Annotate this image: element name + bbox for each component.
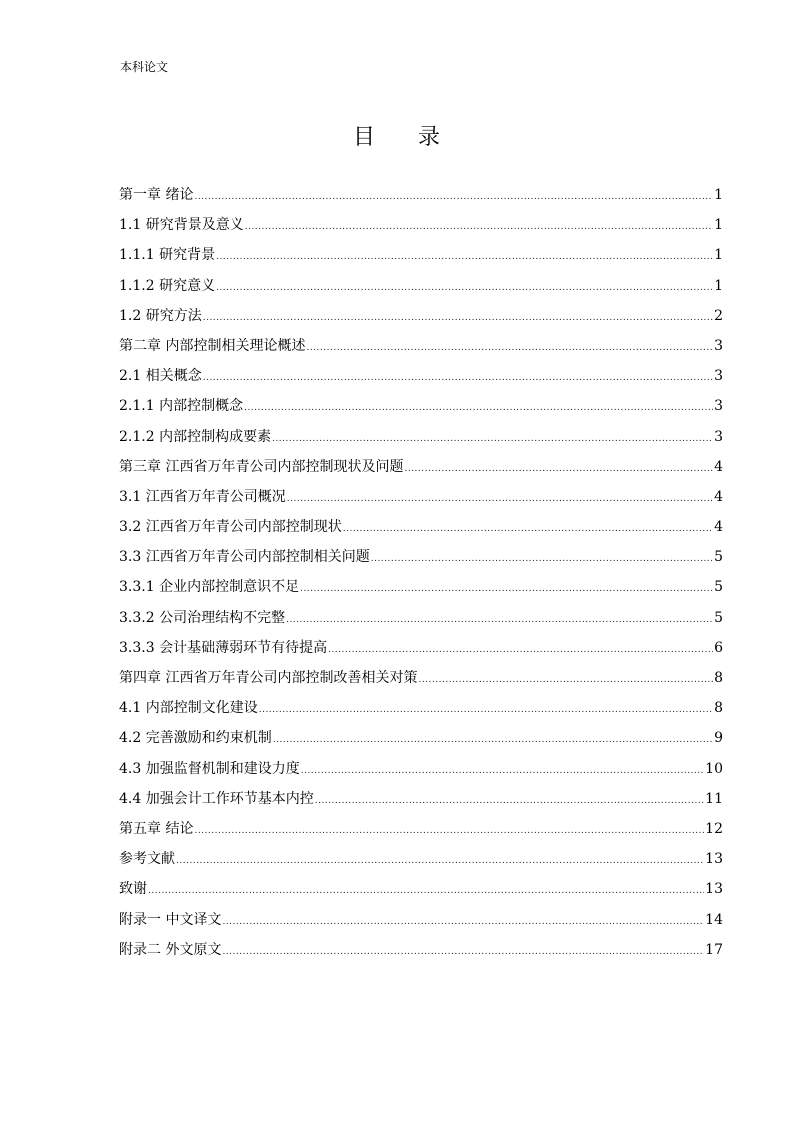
toc-dot-leader [287, 484, 713, 514]
toc-entry-label: 第三章 江西省万年青公司内部控制现状及问题 [119, 458, 404, 475]
toc-dot-leader [245, 212, 713, 242]
toc-entry[interactable] [119, 633, 723, 663]
toc-dot-leader [328, 635, 713, 665]
toc-entry-label: 附录一 中文译文 [119, 911, 222, 928]
toc-dot-leader [272, 424, 713, 454]
toc-dot-leader [273, 725, 713, 755]
toc-entry[interactable] [119, 301, 723, 331]
toc-entry-page-number: 17 [705, 941, 723, 958]
toc-entry-label: 1.1 研究背景及意义 [119, 217, 244, 234]
toc-entry-label: 1.2 研究方法 [119, 307, 202, 324]
toc-entry-label: 第一章 绪论 [119, 187, 194, 203]
toc-dot-leader [216, 273, 713, 303]
toc-dot-leader [418, 665, 713, 695]
toc-entry[interactable] [119, 572, 723, 602]
toc-entry-page-number: 3 [714, 428, 723, 445]
toc-dot-leader [286, 605, 713, 635]
toc-entry-label: 4.3 加强监督机制和建设力度 [119, 760, 300, 777]
toc-dot-leader [194, 182, 713, 212]
toc-entry-page-number: 13 [705, 881, 723, 898]
toc-entry-page-number: 3 [714, 398, 723, 415]
toc-entry[interactable] [119, 844, 723, 874]
toc-dot-leader [301, 756, 704, 786]
toc-entry[interactable] [119, 784, 723, 814]
toc-entry[interactable] [119, 603, 723, 633]
toc-dot-leader [259, 695, 713, 725]
toc-dot-leader [222, 907, 704, 937]
toc-dot-leader [404, 454, 713, 484]
page-title: 目 录 [353, 125, 458, 150]
toc-entry-page-number: 4 [714, 458, 723, 475]
toc-entry-page-number: 11 [705, 790, 723, 807]
toc-entry[interactable] [119, 452, 723, 482]
toc-entry-label: 2.1.2 内部控制构成要素 [119, 428, 272, 445]
toc-entry-page-number: 4 [714, 519, 723, 536]
toc-entry-page-number: 1 [714, 217, 723, 234]
toc-dot-leader [315, 786, 704, 816]
toc-entry-label: 1.1.1 研究背景 [119, 247, 216, 264]
toc-entry[interactable] [119, 482, 723, 512]
toc-entry-label: 2.1.1 内部控制概念 [119, 398, 244, 415]
toc-entry-label: 3.3.1 企业内部控制意识不足 [119, 579, 300, 596]
toc-entry[interactable] [119, 180, 723, 210]
toc-entry-page-number: 5 [714, 579, 723, 596]
toc-entry-label: 参考文献 [119, 851, 175, 868]
toc-entry-page-number: 9 [714, 730, 723, 747]
toc-dot-leader [216, 242, 713, 272]
toc-entry-page-number: 8 [714, 670, 723, 686]
toc-entry-label: 1.1.2 研究意义 [119, 277, 216, 294]
toc-entry[interactable] [119, 391, 723, 421]
toc-dot-leader [176, 846, 704, 876]
toc-entry-page-number: 5 [714, 549, 723, 566]
toc-entry[interactable] [119, 422, 723, 452]
toc-entry[interactable] [119, 210, 723, 240]
toc-dot-leader [343, 514, 713, 544]
toc-entry-page-number: 1 [714, 247, 723, 264]
toc-entry-page-number: 3 [714, 337, 723, 354]
toc-entry-page-number: 6 [714, 639, 723, 656]
toc-dot-leader [203, 303, 713, 333]
toc-dot-leader [306, 333, 713, 363]
toc-entry-page-number: 4 [714, 488, 723, 505]
toc-entry[interactable] [119, 754, 723, 784]
toc-dot-leader [222, 937, 704, 967]
toc-entry-label: 4.4 加强会计工作环节基本内控 [119, 790, 314, 807]
toc-entry-page-number: 10 [705, 760, 723, 777]
toc-entry[interactable] [119, 905, 723, 935]
toc-entry-label: 3.3.2 公司治理结构不完整 [119, 609, 286, 626]
toc-entry-label: 第四章 江西省万年青公司内部控制改善相关对策 [119, 670, 418, 686]
toc-dot-leader [194, 816, 704, 846]
toc-entry-page-number: 1 [714, 277, 723, 294]
toc-entry-page-number: 14 [705, 911, 723, 928]
toc-entry-label: 3.1 江西省万年青公司概况 [119, 488, 286, 505]
toc-dot-leader [300, 574, 713, 604]
toc-dot-leader [148, 876, 704, 906]
toc-entry-label: 3.3 江西省万年青公司内部控制相关问题 [119, 549, 370, 566]
toc-entry[interactable] [119, 663, 723, 693]
toc-entry[interactable] [119, 271, 723, 301]
toc-entry[interactable] [119, 361, 723, 391]
toc-entry-page-number: 2 [714, 307, 723, 324]
toc-entry[interactable] [119, 693, 723, 723]
toc-entry-label: 3.2 江西省万年青公司内部控制现状 [119, 519, 342, 536]
toc-entry-label: 3.3.3 会计基础薄弱环节有待提高 [119, 639, 328, 656]
toc-entry-page-number: 12 [705, 820, 723, 837]
toc-entry-label: 4.1 内部控制文化建设 [119, 700, 258, 717]
toc-entry[interactable] [119, 542, 723, 572]
toc-entry-label: 第二章 内部控制相关理论概述 [119, 337, 306, 354]
toc-dot-leader [371, 544, 713, 574]
toc-entry-label: 4.2 完善激励和约束机制 [119, 730, 272, 747]
toc-entry[interactable] [119, 874, 723, 904]
toc-entry[interactable] [119, 814, 723, 844]
toc-entry-page-number: 1 [714, 187, 723, 203]
toc-entry-page-number: 3 [714, 368, 723, 385]
toc-entry-label: 2.1 相关概念 [119, 368, 202, 385]
toc-entry-page-number: 8 [714, 700, 723, 717]
toc-entry-label: 附录二 外文原文 [119, 941, 222, 958]
toc-dot-leader [203, 363, 713, 393]
toc-entry[interactable] [119, 723, 723, 753]
toc-entry[interactable] [119, 512, 723, 542]
toc-entry-label: 第五章 结论 [119, 820, 194, 837]
toc-entry-page-number: 13 [705, 851, 723, 868]
page-header: 本科论文 [120, 60, 169, 74]
toc-dot-leader [244, 393, 713, 423]
toc-entry[interactable] [119, 935, 723, 965]
toc-entry-label: 致谢 [119, 881, 147, 898]
toc-entry[interactable] [119, 331, 723, 361]
toc-entry[interactable] [119, 240, 723, 270]
table-of-contents [119, 180, 723, 965]
toc-entry-page-number: 5 [714, 609, 723, 626]
